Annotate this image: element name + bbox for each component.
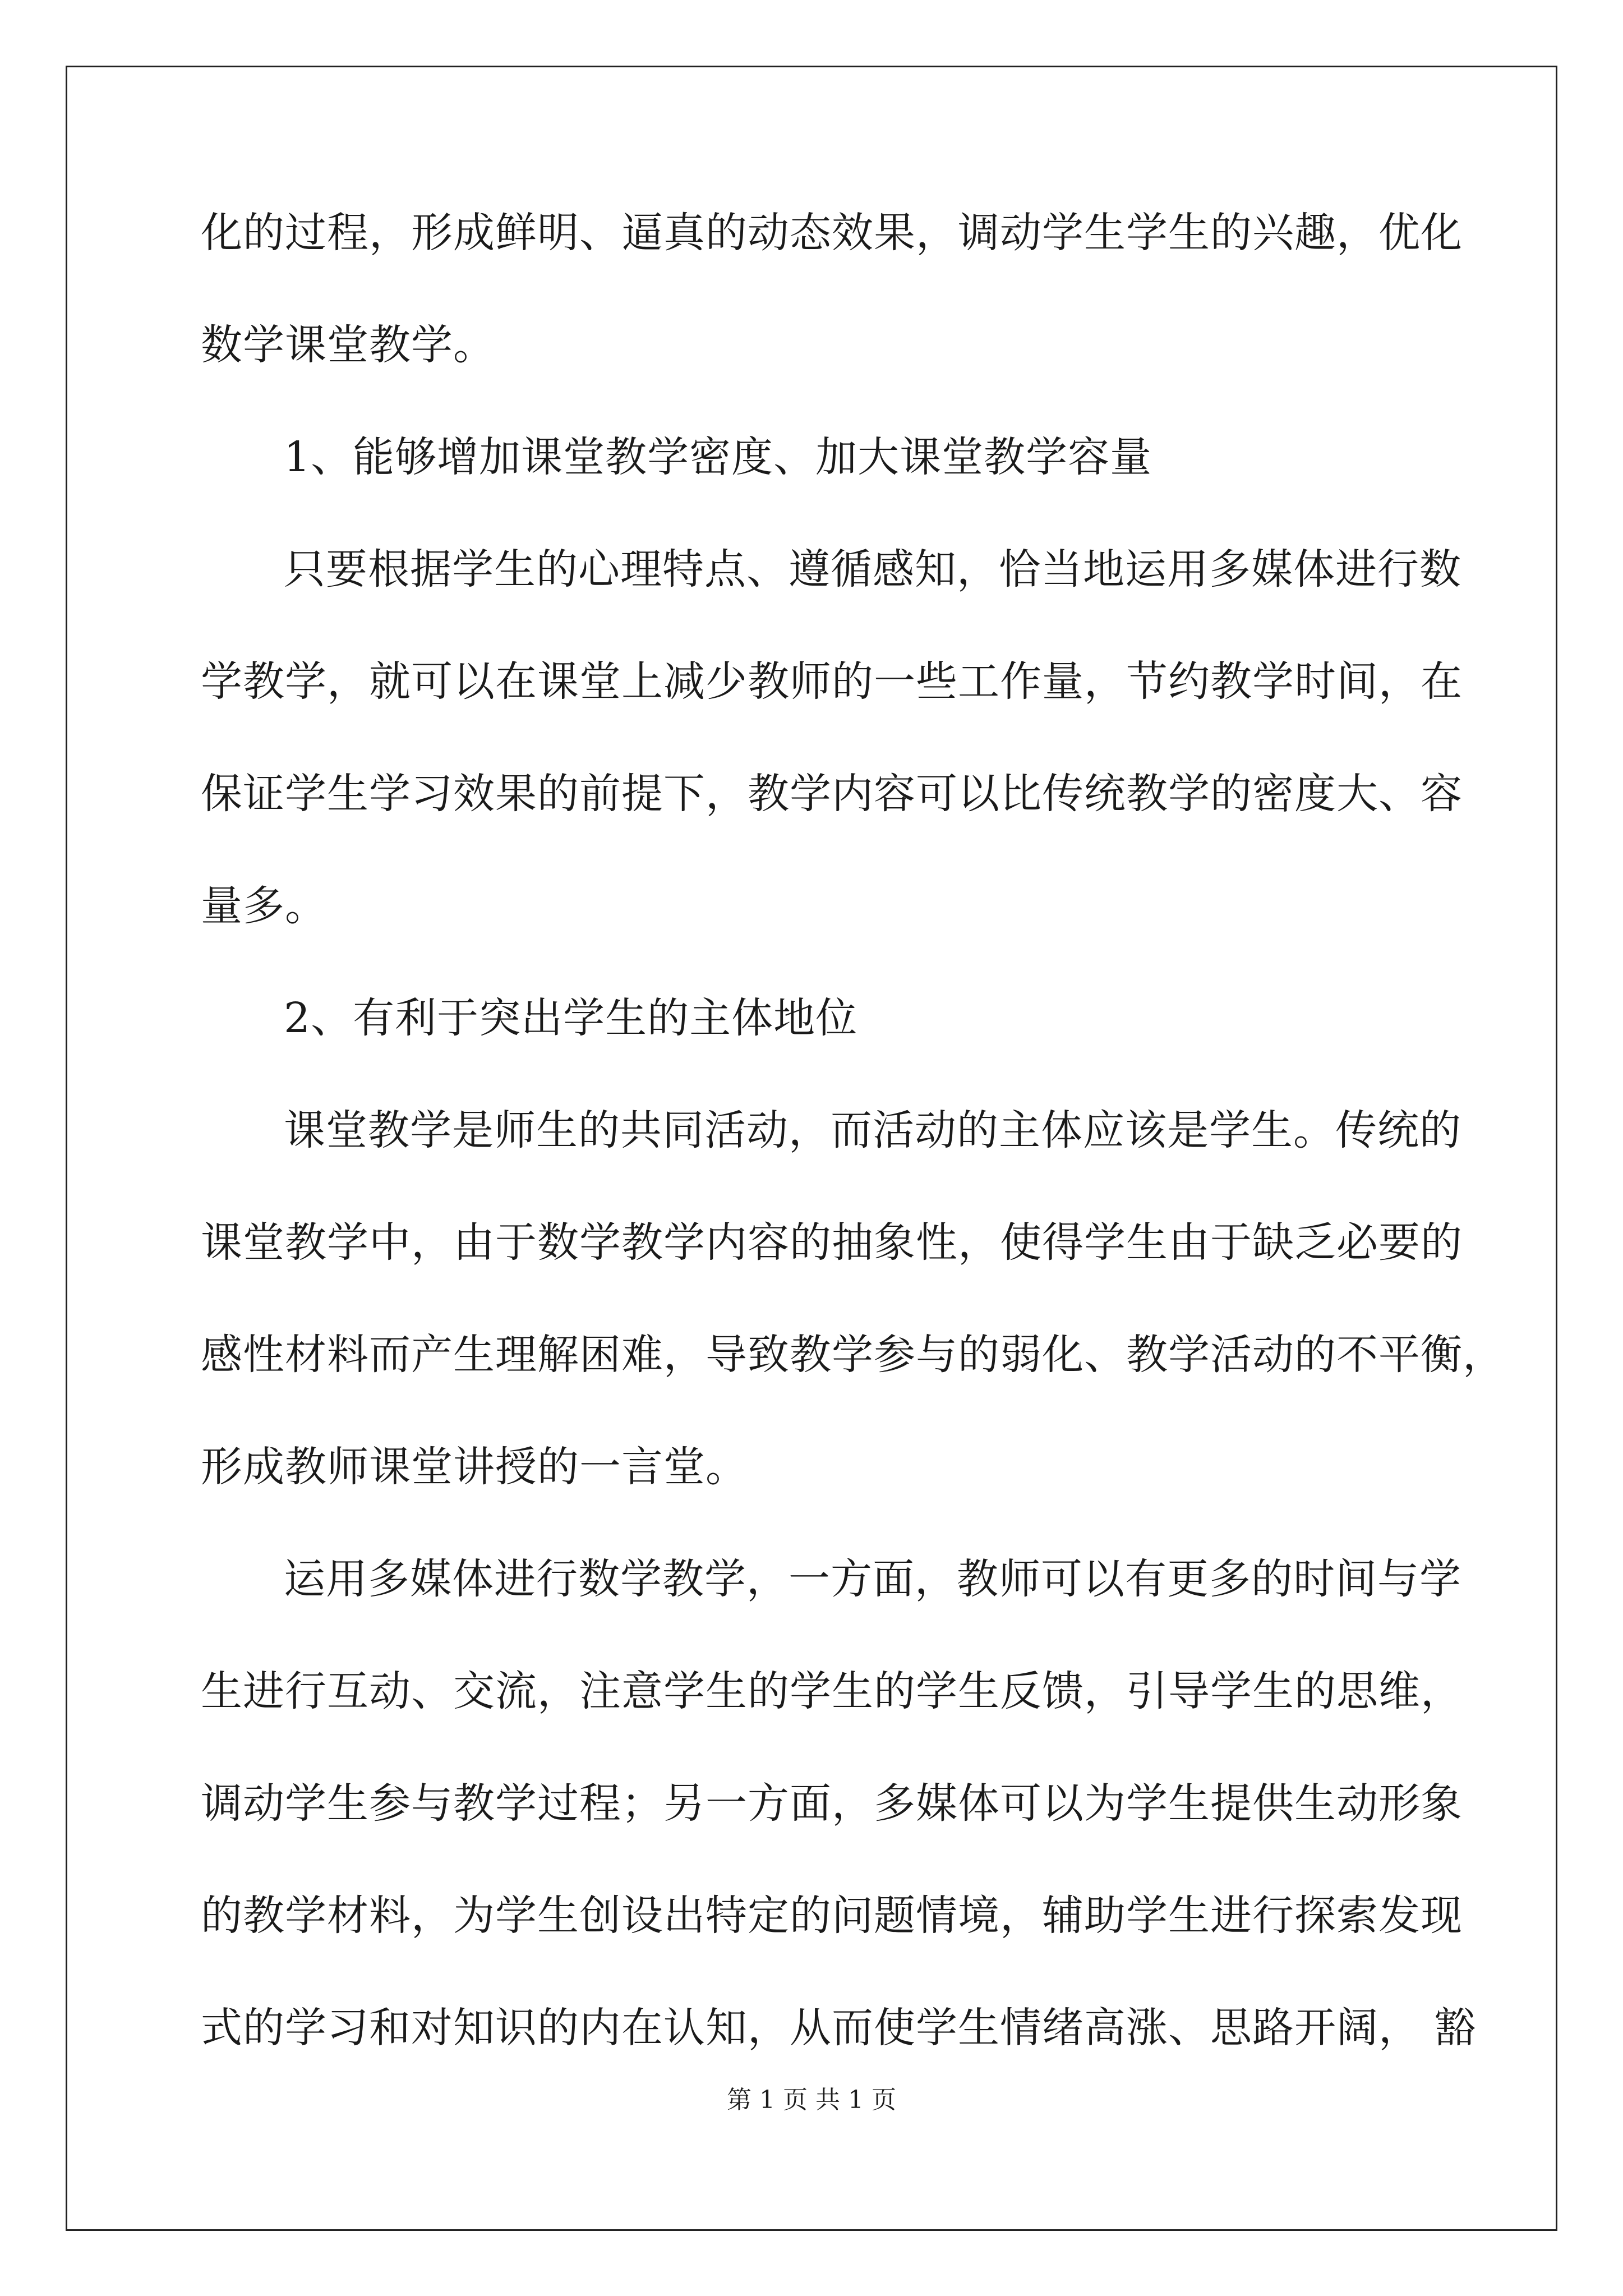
text-line: 课堂教学是师生的共同活动，而活动的主体应该是学生。传统的: [284, 1106, 1461, 1154]
text-line: 只要根据学生的心理特点、遵循感知，恰当地运用多媒体进行数: [284, 545, 1461, 593]
text-line: 保证学生学习效果的前提下，教学内容可以比传统教学的密度大、容: [201, 770, 1463, 818]
text-line: 课堂教学中，由于数学教学内容的抽象性，使得学生由于缺乏必要的: [201, 1218, 1463, 1267]
text-line: 感性材料而产生理解困难，导致教学参与的弱化、教学活动的不平衡，: [201, 1331, 1505, 1379]
text-line: 化的过程，形成鲜明、逼真的动态效果，调动学生学生的兴趣，优化: [201, 209, 1463, 257]
text-line: 形成教师课堂讲授的一言堂。: [201, 1443, 748, 1491]
document-body: [201, 209, 1505, 2052]
text-line: 的教学材料，为学生创设出特定的问题情境，辅助学生进行探索发现: [201, 1892, 1463, 1940]
text-line: 学教学，就可以在课堂上减少教师的一些工作量，节约教学时间，在: [201, 657, 1463, 706]
section-heading: 1、能够增加课堂教学密度、加大课堂教学容量: [284, 433, 1152, 481]
page-number-footer: 第 1 页 共 1 页: [727, 2086, 896, 2114]
text-line: 生进行互动、交流，注意学生的学生的学生反馈，引导学生的思维，: [201, 1667, 1463, 1715]
text-line: 运用多媒体进行数学教学，一方面，教师可以有更多的时间与学: [284, 1555, 1461, 1603]
text-line: 调动学生参与教学过程；另一方面，多媒体可以为学生提供生动形象: [201, 1779, 1463, 1828]
text-line: 量多。: [201, 882, 327, 930]
text-line: 式的学习和对知识的内在认知，从而使学生情绪高涨、思路开阔， 豁: [201, 2004, 1477, 2052]
text-line: 数学课堂教学。: [201, 321, 495, 369]
section-heading: 2、有利于突出学生的主体地位: [284, 994, 858, 1042]
